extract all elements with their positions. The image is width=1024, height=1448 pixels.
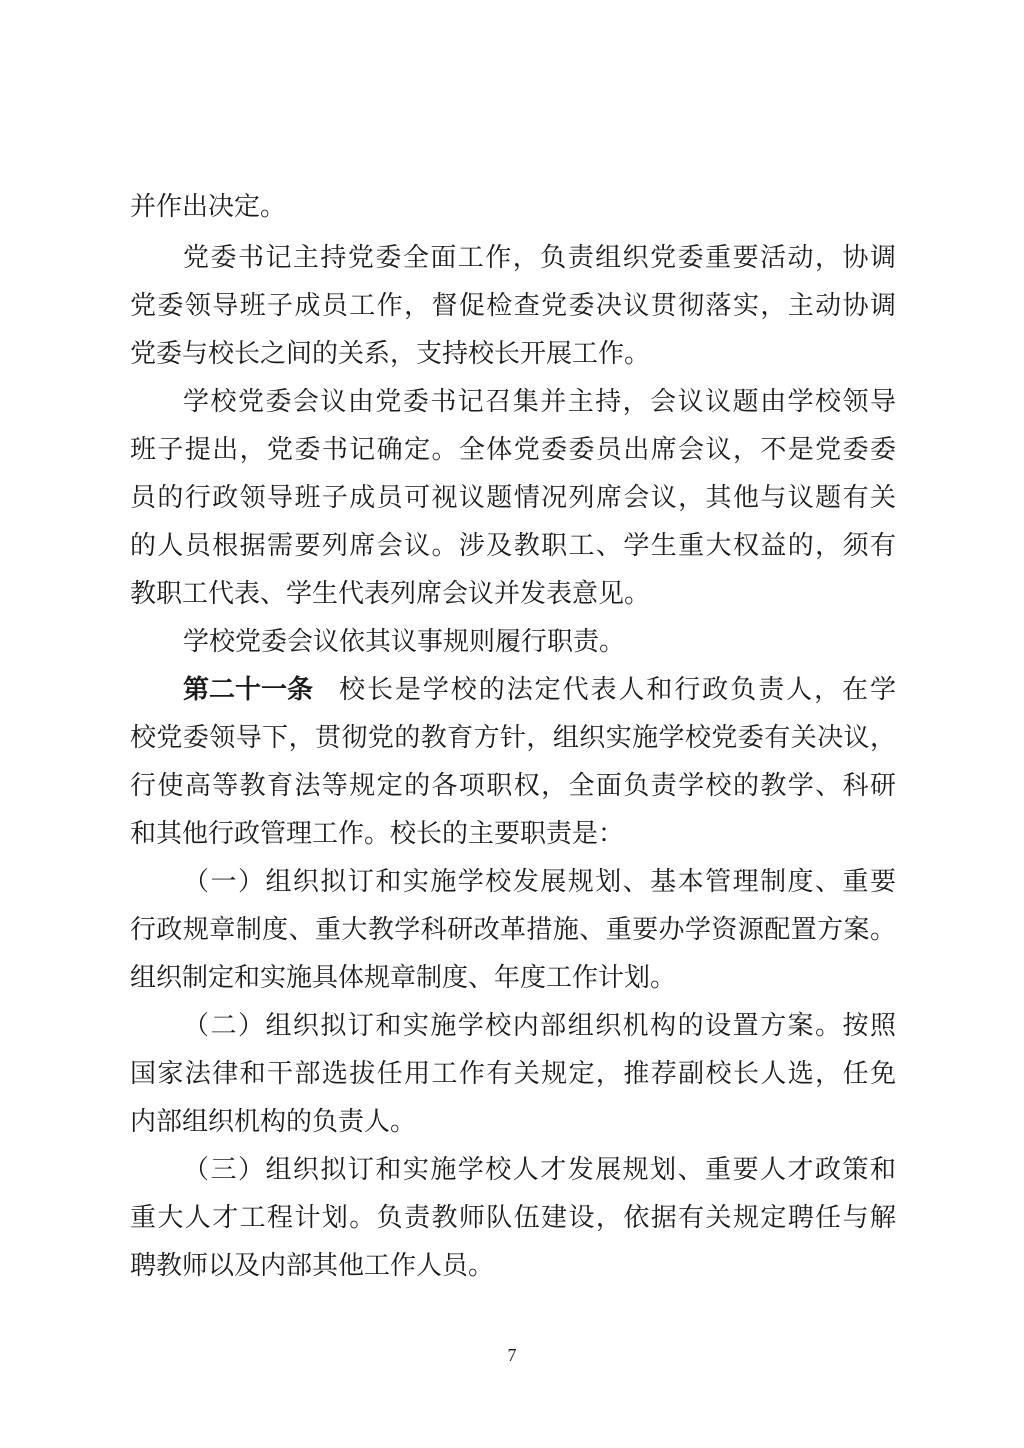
article-line	[183, 674, 896, 706]
article-heading: 第二十一条	[183, 675, 314, 705]
text-line: 学校党委会议由党委书记召集并主持，会议议题由学校领导	[183, 387, 896, 417]
text-line: 聘教师以及内部其他工作人员。	[130, 1251, 495, 1281]
text-line: 党委领导班子成员工作，督促检查党委决议贯彻落实，主动协调	[130, 291, 896, 321]
text-line: 校长是学校的法定代表人和行政负责人，在学	[339, 675, 896, 705]
text-line: 员的行政领导班子成员可视议题情况列席会议，其他与议题有关	[130, 483, 896, 513]
text-line: （二）组织拟订和实施学校内部组织机构的设置方案。按照	[183, 1011, 896, 1041]
text-line: 并作出决定。	[130, 192, 287, 222]
text-line: 学校党委会议依其议事规则履行职责。	[183, 627, 626, 657]
text-line: （一）组织拟订和实施学校发展规划、基本管理制度、重要	[183, 867, 896, 897]
text-line: 国家法律和干部选拔任用工作有关规定，推荐副校长人选，任免	[130, 1059, 896, 1089]
text-line: 重大人才工程计划。负责教师队伍建设，依据有关规定聘任与解	[130, 1203, 896, 1233]
text-line: 党委书记主持党委全面工作，负责组织党委重要活动，协调	[183, 243, 896, 273]
text-line: 班子提出，党委书记确定。全体党委委员出席会议，不是党委委	[130, 435, 896, 465]
text-line: 的人员根据需要列席会议。涉及教职工、学生重大权益的，须有	[130, 531, 896, 561]
text-line: 校党委领导下，贯彻党的教育方针，组织实施学校党委有关决议，	[130, 723, 896, 753]
text-line: 内部组织机构的负责人。	[130, 1107, 417, 1137]
text-line: 行使高等教育法等规定的各项职权，全面负责学校的教学、科研	[130, 771, 896, 801]
text-line: 党委与校长之间的关系，支持校长开展工作。	[130, 339, 651, 369]
page-number: 7	[507, 1345, 517, 1365]
text-line: 行政规章制度、重大教学科研改革措施、重要办学资源配置方案。	[130, 915, 896, 945]
text-line: （三）组织拟订和实施学校人才发展规划、重要人才政策和	[183, 1155, 896, 1185]
text-line: 和其他行政管理工作。校长的主要职责是：	[130, 819, 625, 849]
text-line: 教职工代表、学生代表列席会议并发表意见。	[130, 579, 651, 609]
text-line: 组织制定和实施具体规章制度、年度工作计划。	[130, 963, 677, 993]
